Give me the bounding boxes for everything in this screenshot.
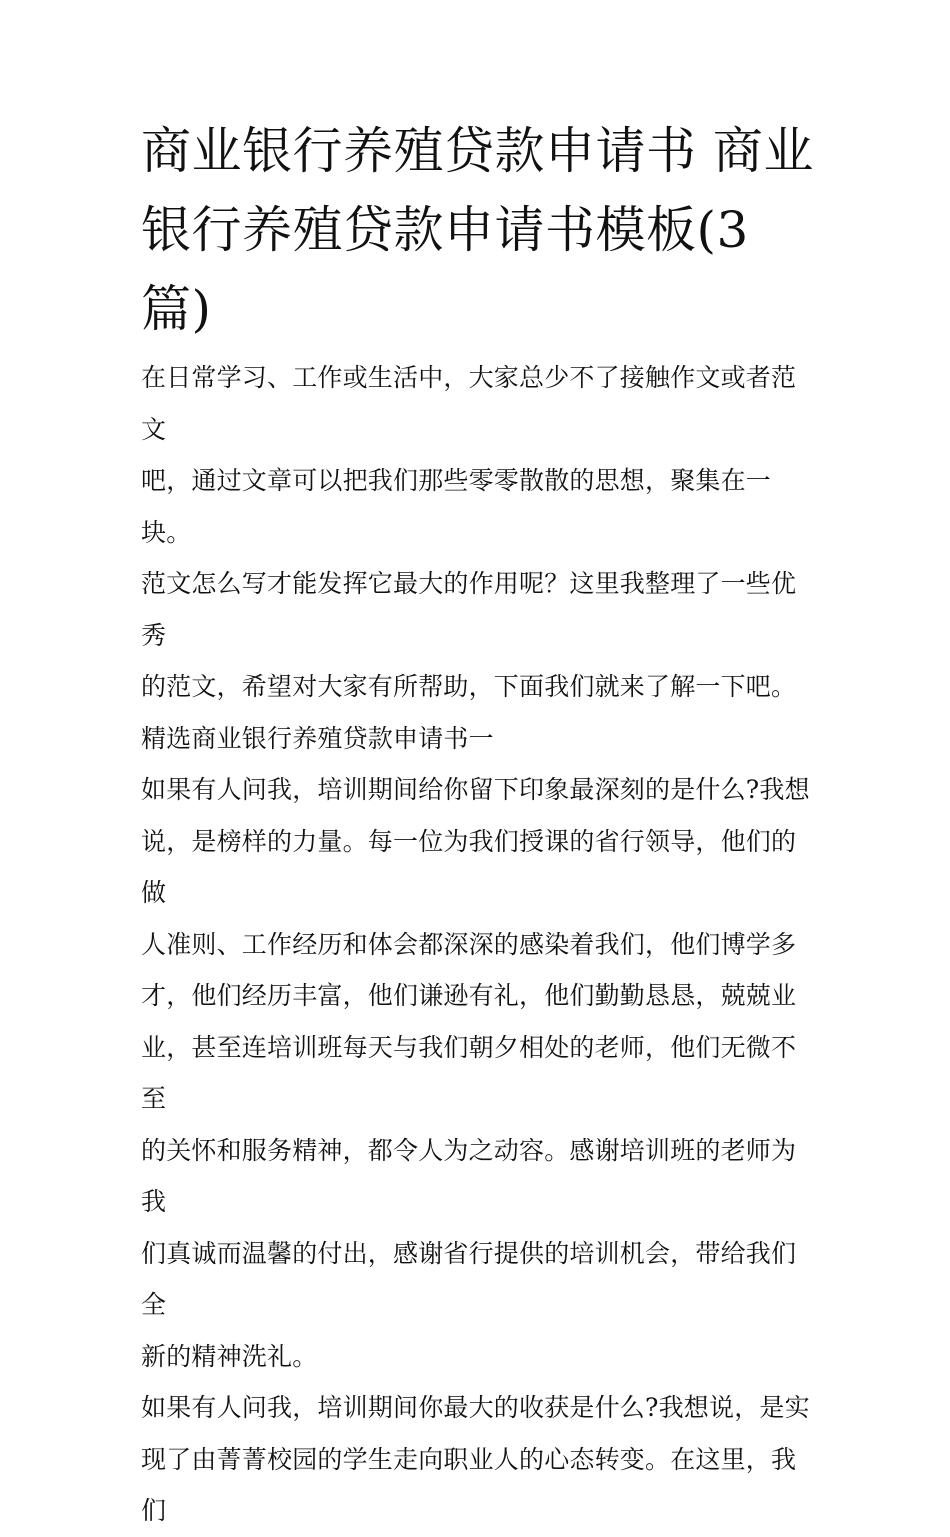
section-heading: 精选商业银行养殖贷款申请书一 [141, 723, 494, 753]
body-paragraph: 如果有人问我，培训期间你最大的收获是什么?我想说，是实 现了由菁菁校园的学生走向职业人的心态转变。在这里，我们 [141, 1393, 810, 1525]
intro-paragraph: 在日常学习、工作或生活中，大家总少不了接触作文或者范文 吧，通过文章可以把我们那些零零散散的思想，聚集在一块。 范文怎么写才能发挥它最大的作用呢？这里我整理了一些优秀 的范文，希望对大家有所帮助，下面我们就来了解一下吧。 [141, 363, 797, 701]
document-title: 商业银行养殖贷款申请书 商业 银行养殖贷款申请书模板(3 篇) [141, 122, 814, 338]
body-paragraph: 如果有人问我，培训期间给你留下印象最深刻的是什么?我想 说，是榜样的力量。每一位为我们授课的省行领导，他们的做 人准则、工作经历和体会都深深的感染着我们，他们博学多 才，他们经历丰富，他们谦逊有礼，他们勤勤恳恳，兢兢业 业，甚至连培训班每天与我们朝夕相处的老师，他们无微不至 的关怀和服务精神，都令人为之动容。感谢培训班的老师为我 们真诚而温馨的付出，感谢省行提供的培训机会，带给我们全 新的精神洗礼。 [141, 775, 810, 1371]
document-body [141, 352, 821, 1537]
